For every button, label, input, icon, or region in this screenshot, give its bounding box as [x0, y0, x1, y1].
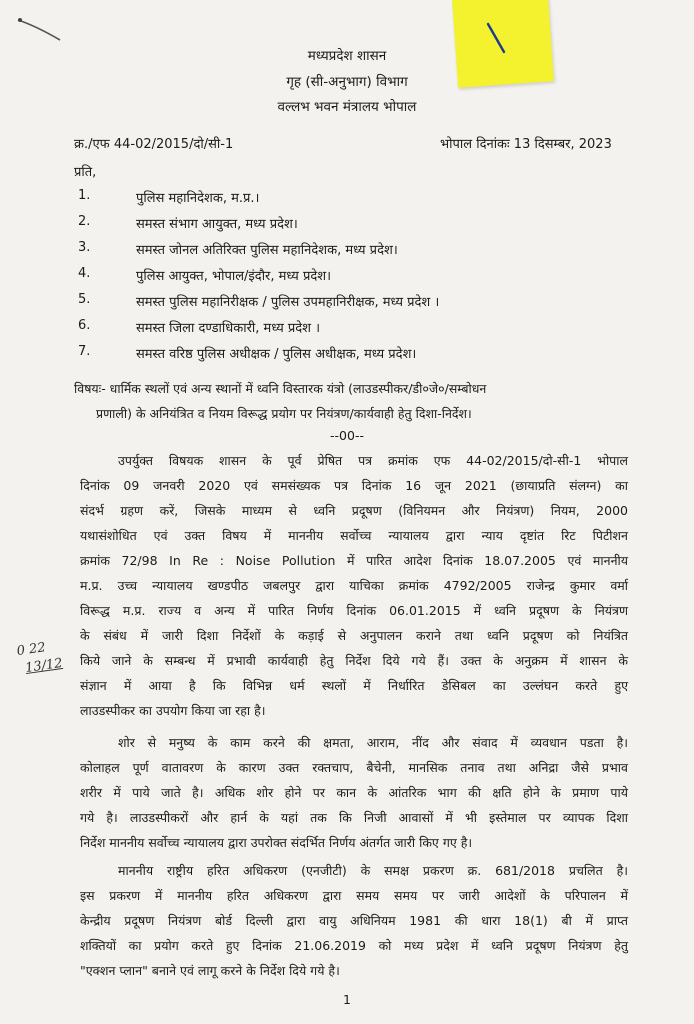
addressee-text: समस्त पुलिस महानिरीक्षक / पुलिस उपमहानिरीक्षक, मध्य प्रदेश ।	[136, 295, 440, 310]
subject-line: विषयः- धार्मिक स्थलों एवं अन्य स्थानों में ध्वनि विस्तारक यंत्रो (लाउडस्पीकर/डी०जे०/सम्बोधन	[74, 381, 487, 396]
paragraph-line: विरूद्ध म.प्र. राज्य व अन्य में पारित निर्णय दिनांक 06.01.2015 में ध्वनि प्रदूषण के नियंत्रण	[80, 603, 628, 618]
paragraph-line: इस प्रकरण में माननीय हरित अधिकरण द्वारा समय समय पर जारी आदेशों के परिपालन में	[80, 888, 628, 903]
paragraph-line: म.प्र. उच्च न्यायालय खण्डपीठ जबलपुर द्वारा याचिका क्रमांक 4792/2005 राजेन्द्र कुमार वर्मा	[80, 578, 628, 593]
header-department: गृह (सी-अनुभाग) विभाग	[286, 74, 408, 90]
paragraph-line: माननीय राष्ट्रीय हरित अधिकरण (एनजीटी) के समक्ष प्रकरण क्र. 681/2018 प्रचलित है।	[118, 863, 628, 878]
paragraph-line: किये जाने के सम्बन्ध में प्रभावी कार्यवाही हेतु निर्देश दिये गये हैं। उक्त के अनुक्रम में शासन के	[80, 653, 628, 668]
paragraph-line: उपर्युक्त विषयक शासन के पूर्व प्रेषित पत्र क्रमांक एफ 44-02/2015/दो-सी-1 भोपाल	[118, 453, 628, 468]
page-number: 1	[343, 992, 351, 1007]
addressee-number: 5.	[78, 292, 91, 307]
to-label: प्रति,	[74, 165, 97, 180]
margin-note-line: 13/12	[24, 655, 64, 677]
header-government: मध्यप्रदेश शासन	[307, 48, 387, 64]
paragraph-line: शोर से मनुष्य के काम करने की क्षमता, आराम, नींद और संवाद में व्यवधान पडता है।	[118, 735, 628, 750]
paragraph-line: लाउडस्पीकर का उपयोग किया जा रहा है।	[80, 703, 266, 718]
pencil-mark-icon	[16, 16, 66, 46]
paragraph-line: के संबंध में जारी दिशा निर्देशों के कड़ाई से अनुपालन कराने तथा ध्वनि प्रदूषण को नियंत्रित	[80, 628, 628, 643]
addressee-number: 7.	[78, 344, 91, 359]
paragraph-line: शरीर में पाये जाते है। अधिक शोर होने पर कान के आंतरिक भाग की क्षति होने के प्रमाण पाये	[80, 785, 628, 800]
addressee-number: 2.	[78, 214, 91, 229]
paragraph-line: संदर्भ ग्रहण करें, जिसके माध्यम से ध्वनि प्रदूषण (विनियमन और नियंत्रण) नियम, 2000	[80, 503, 628, 518]
addressee-number: 4.	[78, 266, 91, 281]
reference-number: क्र./एफ 44-02/2015/दो/सी-1	[74, 137, 234, 152]
addressee-text: पुलिस महानिदेशक, म.प्र.।	[136, 191, 260, 206]
addressee-number: 3.	[78, 240, 91, 255]
addressee-text: समस्त जोनल अतिरिक्त पुलिस महानिदेशक, मध्य प्रदेश।	[136, 243, 398, 258]
margin-note-line: 0 22	[15, 640, 47, 660]
paragraph-line: "एक्शन प्लान" बनाने एवं लागू करने के निर्देश दिये गये है।	[80, 963, 340, 978]
paragraph-line: केन्द्रीय प्रदूषण नियंत्रण बोर्ड दिल्ली द्वारा वायु अधिनियम 1981 की धारा 18(1) बी में प्राप्त	[80, 913, 628, 928]
paragraph-line: यथासंशोधित एवं उक्त विषय में माननीय सर्वोच्च न्यायालय द्वारा न्याय दृष्टांत रिट पिटीशन	[80, 528, 628, 543]
separator: --00--	[330, 428, 364, 443]
addressee-text: समस्त जिला दण्डाधिकारी, मध्य प्रदेश ।	[136, 321, 321, 336]
paragraph-line: गये है। लाउडस्पीकरों और हार्न के यहां तक कि निजी आवासों में भी इस्तेमाल पर व्यापक दिशा	[80, 810, 628, 825]
paragraph-line: निर्देश माननीय सर्वोच्च न्यायालय द्वारा उपरोक्त संदर्भित निर्णय अंतर्गत जारी किए गए है।	[80, 835, 473, 850]
handwritten-margin-note	[16, 637, 64, 679]
paragraph-line: क्रमांक 72/98 In Re : Noise Pollution में पारित आदेश दिनांक 18.07.2005 एवं माननीय	[80, 553, 628, 568]
addressee-text: समस्त वरिष्ठ पुलिस अधीक्षक / पुलिस अधीक्षक, मध्य प्रदेश।	[136, 347, 417, 362]
addressee-text: समस्त संभाग आयुक्त, मध्य प्रदेश।	[136, 217, 298, 232]
addressee-number: 6.	[78, 318, 91, 333]
addressee-number: 1.	[78, 188, 91, 203]
paragraph-line: संज्ञान में आया है कि विभिन्न धर्म स्थलों में निर्धारित डेसिबल का उल्लंघन करते हुए	[80, 678, 628, 693]
addressee-text: पुलिस आयुक्त, भोपाल/इंदौर, मध्य प्रदेश।	[136, 269, 332, 284]
paragraph-line: कोलाहल पूर्ण वातावरण के कारण उक्त रक्तचाप, बैचेनी, मानसिक तनाव तथा अनिद्रा जैसे प्रभाव	[80, 760, 628, 775]
letter-date: भोपाल दिनांकः 13 दिसम्बर, 2023	[440, 137, 612, 152]
header-office: वल्लभ भवन मंत्रालय भोपाल	[277, 99, 417, 115]
paragraph-line: शक्तियों का प्रयोग करते हुए दिनांक 21.06.2019 को मध्य प्रदेश में ध्वनि प्रदूषण नियंत्रण हेतु	[80, 938, 628, 953]
paragraph-line: दिनांक 09 जनवरी 2020 एवं समसंख्यक पत्र दिनांक 16 जून 2021 (छायाप्रति संलग्न) का	[80, 478, 628, 493]
subject-line: प्रणाली) के अनियंत्रित व नियम विरूद्ध प्रयोग पर नियंत्रण/कार्यवाही हेतु दिशा-निर्देश।	[96, 406, 472, 421]
